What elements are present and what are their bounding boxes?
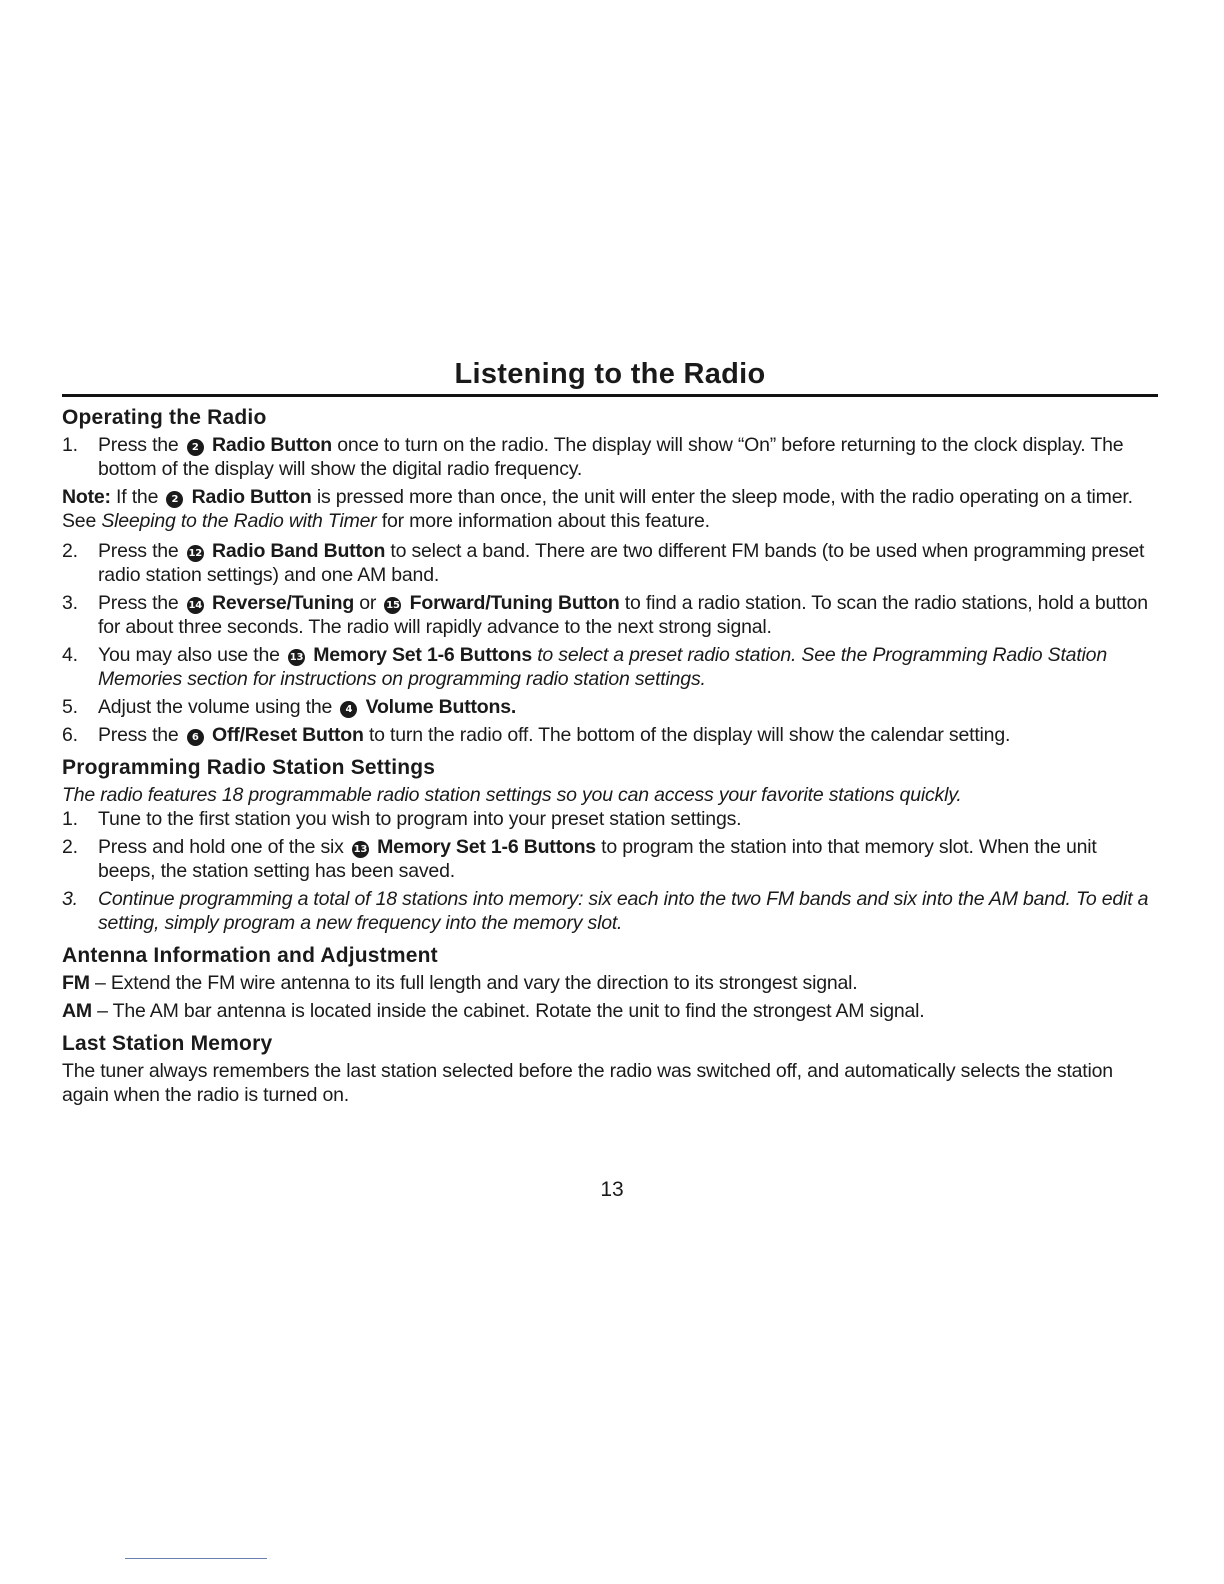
step-number: 4. xyxy=(62,644,78,666)
section-heading-antenna: Antenna Information and Adjustment xyxy=(62,944,438,967)
list-item xyxy=(62,695,1158,719)
callout-number-icon: 4 xyxy=(340,701,357,718)
button-reference: Volume Buttons xyxy=(365,696,511,718)
list-item xyxy=(62,591,1158,639)
step-text: to select a preset radio station. See the Programming Radio Station Memories section for instructions on programming radio station settings. xyxy=(98,644,1107,690)
button-reference: Memory Set 1-6 Buttons xyxy=(377,836,596,858)
antenna-am-paragraph xyxy=(62,999,1158,1023)
section-heading-programming: Programming Radio Station Settings xyxy=(62,756,436,779)
list-item xyxy=(62,807,1158,831)
button-reference: Memory Set 1-6 Buttons xyxy=(313,644,532,666)
step-text: Tune to the first station you wish to program into your preset station settings. xyxy=(98,808,742,830)
callout-number-icon: 14 xyxy=(187,597,204,614)
note-paragraph xyxy=(62,485,1158,533)
section-operating xyxy=(62,405,1158,747)
section-last-station xyxy=(62,1031,1158,1107)
list-item xyxy=(62,835,1158,883)
callout-number-icon: 15 xyxy=(384,597,401,614)
button-reference: Reverse/Tuning xyxy=(212,592,355,614)
list-item xyxy=(62,887,1158,935)
step-text: Continue programming a total of 18 stations into memory: six each into the two FM bands and six into the AM band. To edit a setting, simply program a new frequency into the memory slot. xyxy=(98,888,1149,934)
step-text: to program the station into that memory slot. When the unit beeps, the station setting has been saved. xyxy=(98,836,1097,882)
section-heading-last-station: Last Station Memory xyxy=(62,1032,273,1055)
step-text: You may also use the xyxy=(98,644,280,666)
operating-steps xyxy=(62,433,1158,481)
step-text: to find a radio station. To scan the radio stations, hold a button for about three seconds. The radio will rapidly advance to the next strong signal. xyxy=(98,592,1148,638)
cross-reference: Sleeping to the Radio with Timer xyxy=(101,510,377,532)
am-text: – The AM bar antenna is located inside the cabinet. Rotate the unit to find the strongest AM signal. xyxy=(91,1000,925,1022)
list-item xyxy=(62,643,1158,691)
antenna-fm-paragraph xyxy=(62,971,1158,995)
step-text: once to turn on the radio. The display will show “On” before returning to the clock display. The bottom of the display will show the digital radio frequency. xyxy=(98,434,1124,480)
callout-number-icon: 13 xyxy=(288,649,305,666)
step-text: or xyxy=(359,592,377,614)
step-number: 5. xyxy=(62,696,78,718)
step-text: Press the xyxy=(98,540,179,562)
step-text: Press the xyxy=(98,592,179,614)
list-item xyxy=(62,539,1158,587)
callout-number-icon: 2 xyxy=(166,491,183,508)
title-divider xyxy=(62,394,1158,397)
callout-number-icon: 2 xyxy=(187,439,204,456)
fm-text: – Extend the FM wire antenna to its full length and vary the direction to its strongest signal. xyxy=(89,972,858,994)
note-text: for more information about this feature. xyxy=(381,510,710,532)
step-text: Press the xyxy=(98,724,179,746)
section-heading-operating: Operating the Radio xyxy=(62,406,267,429)
operating-steps-continued xyxy=(62,539,1158,747)
step-number: 6. xyxy=(62,724,78,746)
callout-number-icon: 13 xyxy=(352,841,369,858)
step-text: Press the xyxy=(98,434,179,456)
button-reference: Radio Button xyxy=(212,434,333,456)
page-content xyxy=(62,356,1158,1111)
note-text: If the xyxy=(116,486,159,508)
footer-line xyxy=(125,1558,267,1559)
section-programming xyxy=(62,755,1158,935)
step-number: 3. xyxy=(62,592,78,614)
button-reference: Radio Band Button xyxy=(212,540,386,562)
step-text: to turn the radio off. The bottom of the display will show the calendar setting. xyxy=(368,724,1011,746)
last-station-text: The tuner always remembers the last station selected before the radio was switched off, and automatically selects the station again when the radio is turned on. xyxy=(62,1060,1113,1106)
page-number: 13 xyxy=(600,1178,624,1201)
page-title: Listening to the Radio xyxy=(454,358,766,390)
list-item xyxy=(62,433,1158,481)
note-label: Note: xyxy=(62,486,111,508)
programming-steps xyxy=(62,807,1158,935)
callout-number-icon: 6 xyxy=(187,729,204,746)
callout-number-icon: 12 xyxy=(187,545,204,562)
step-number: 2. xyxy=(62,836,78,858)
step-text: to select a band. There are two different FM bands (to be used when programming preset radio station settings) and one AM band. xyxy=(98,540,1145,586)
fm-label: FM xyxy=(62,972,90,994)
section-antenna xyxy=(62,943,1158,1023)
step-number: 2. xyxy=(62,540,78,562)
note-text: is pressed more than once, the unit will enter the sleep mode, with the radio operating on a timer. See xyxy=(62,486,1133,532)
step-number: 1. xyxy=(62,434,78,456)
step-text: Adjust the volume using the xyxy=(98,696,333,718)
button-reference: Off/Reset Button xyxy=(212,724,364,746)
programming-intro: The radio features 18 programmable radio station settings so you can access your favorite stations quickly. xyxy=(62,784,962,806)
button-reference: Radio Button xyxy=(191,486,312,508)
button-reference: Forward/Tuning Button xyxy=(409,592,620,614)
list-item xyxy=(62,723,1158,747)
step-text: Press and hold one of the six xyxy=(98,836,344,858)
step-number: 1. xyxy=(62,808,78,830)
step-text: . xyxy=(510,696,517,718)
am-label: AM xyxy=(62,1000,92,1022)
step-number: 3. xyxy=(62,888,78,910)
